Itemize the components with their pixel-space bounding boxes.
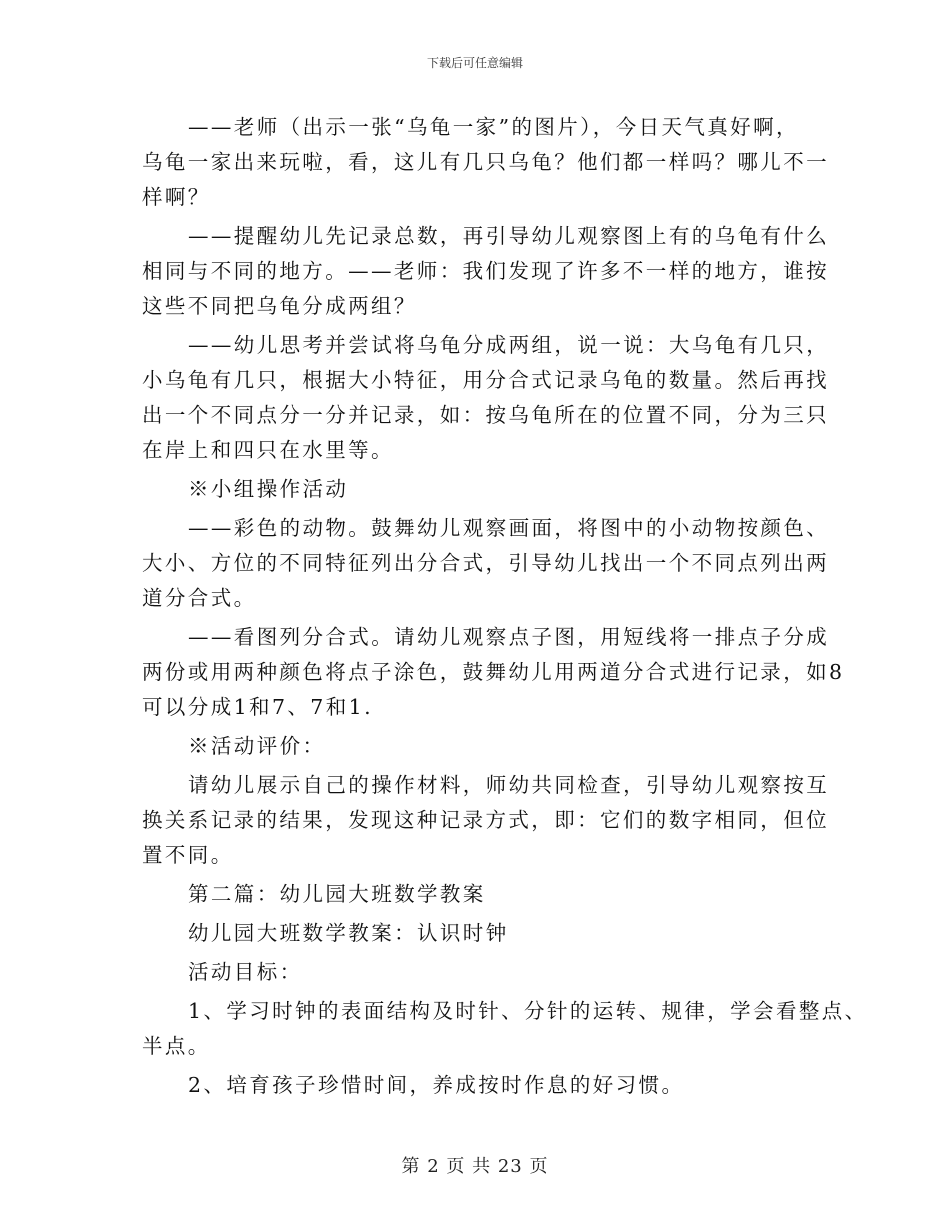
text-line: 相同与不同的地方。——老师：我们发现了许多不一样的地方，谁按 bbox=[142, 259, 829, 283]
text-line: 乌龟一家出来玩啦，看，这儿有几只乌龟？他们都一样吗？哪儿不一 bbox=[142, 150, 829, 174]
text-line: 换关系记录的结果，发现这种记录方式，即：它们的数字相同，但位 bbox=[142, 808, 829, 832]
text-line: 在岸上和四只在水里等。 bbox=[142, 438, 394, 462]
page-header: 下载后可任意编辑 bbox=[426, 56, 523, 70]
section-heading: ※活动评价： bbox=[188, 734, 326, 758]
text-line: ——提醒幼儿先记录总数，再引导幼儿观察图上有的乌龟有什么 bbox=[188, 224, 830, 248]
list-item: 1、学习时钟的表面结构及时针、分针的运转、规律，学会看整点、 bbox=[188, 999, 868, 1023]
text-line: 置不同。 bbox=[142, 843, 234, 867]
text-line: 两份或用两种颜色将点子涂色，鼓舞幼儿用两道分合式进行记录，如8 bbox=[142, 660, 845, 684]
text-line: ——彩色的动物。鼓舞幼儿观察画面，将图中的小动物按颜色、 bbox=[188, 516, 830, 540]
text-line: 小乌龟有几只，根据大小特征，用分合式记录乌龟的数量。然后再找 bbox=[142, 368, 829, 392]
text-line: 可以分成1和7、7和1. bbox=[142, 695, 373, 719]
text-line: ——老师（出示一张“乌龟一家”的图片），今日天气真好啊， bbox=[188, 115, 799, 139]
text-line: ——看图列分合式。请幼儿观察点子图，用短线将一排点子分成 bbox=[188, 625, 830, 649]
text-line: 大小、方位的不同特征列出分合式，引导幼儿找出一个不同点列出两 bbox=[142, 551, 829, 575]
text-line: ——幼儿思考并尝试将乌龟分成两组，说一说：大乌龟有几只， bbox=[188, 333, 830, 357]
document-body bbox=[142, 110, 868, 1103]
text-line: 这些不同把乌龟分成两组？ bbox=[142, 294, 417, 318]
text-line: 请幼儿展示自己的操作材料，师幼共同检查，引导幼儿观察按互 bbox=[188, 773, 830, 797]
page-number: 第 2 页 共 23 页 bbox=[401, 1156, 549, 1177]
section-heading: 活动目标： bbox=[188, 960, 303, 984]
lesson-title: 幼儿园大班数学教案：认识时钟 bbox=[188, 921, 509, 945]
text-line: 出一个不同点分一分并记录，如：按乌龟所在的位置不同，分为三只 bbox=[142, 403, 829, 427]
text-line: 道分合式。 bbox=[142, 586, 257, 610]
text-line: 样啊？ bbox=[142, 185, 211, 209]
chapter-title: 第二篇：幼儿园大班数学教案 bbox=[188, 882, 486, 906]
section-heading: ※小组操作活动 bbox=[188, 477, 349, 501]
list-item: 2、培育孩子珍惜时间，养成按时作息的好习惯。 bbox=[188, 1073, 685, 1097]
list-item-continuation: 半点。 bbox=[142, 1034, 211, 1058]
